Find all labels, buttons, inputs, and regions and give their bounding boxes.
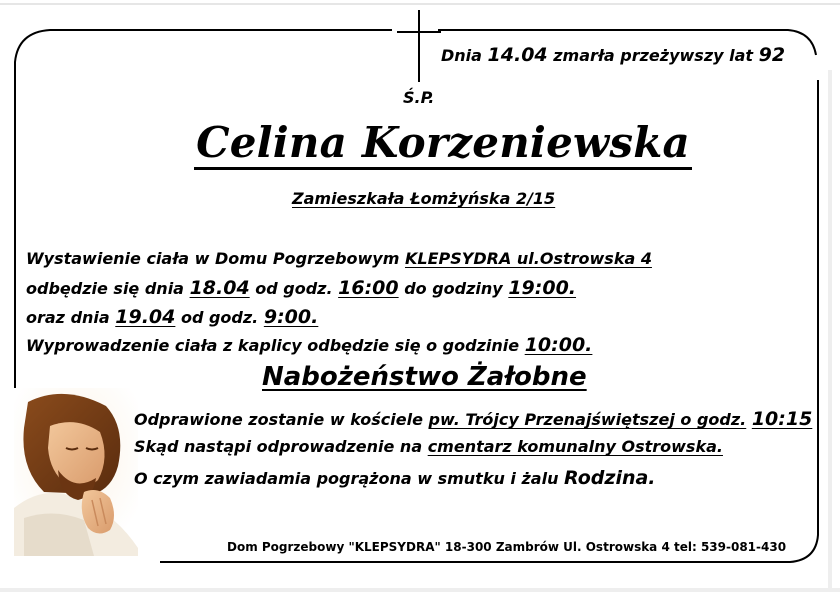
- viewing-time-from: 16:00: [338, 277, 399, 299]
- church-name: pw. Trójcy Przenajświętszej o godz.: [428, 410, 747, 429]
- viewing-time-to: 19:00.: [508, 277, 577, 299]
- death-date: 14.04: [487, 44, 548, 66]
- viewing-text-3a: oraz dnia: [26, 308, 110, 327]
- service-text-3: O czym zawiadamia pogrążona w smutku i żalu: [134, 469, 559, 488]
- viewing-text-3b: od godz.: [180, 308, 259, 327]
- departure-text: Wyprowadzenie ciała z kaplicy odbędzie się o godzinie: [26, 336, 520, 355]
- footer-contact: Dom Pogrzebowy "KLEPSYDRA" 18-300 Zambrów Ul. Ostrowska 4 tel: 539-081-430: [227, 540, 787, 554]
- dnia-label: Dnia: [441, 46, 482, 65]
- viewing-line-2: [26, 277, 576, 299]
- death-info-line: [441, 44, 785, 66]
- deceased-name: Celina Korzeniewska: [194, 118, 692, 170]
- address-line: Zamieszkała Łomżyńska 2/15: [292, 189, 556, 208]
- deceased-name-wrap: [0, 118, 840, 167]
- cross-icon: [396, 10, 442, 82]
- viewing-date-2: 19.04: [115, 306, 176, 328]
- sp-label: Ś.P.: [403, 88, 435, 107]
- service-line-2: [134, 437, 723, 456]
- viewing-text-1: Wystawienie ciała w Domu Pogrzebowym: [26, 249, 400, 268]
- praying-jesus-image: [14, 388, 138, 556]
- cemetery-name: cmentarz komunalny Ostrowska.: [427, 437, 723, 456]
- funeral-home-address: KLEPSYDRA ul.Ostrowska 4: [404, 249, 652, 268]
- viewing-date-1: 18.04: [189, 277, 250, 299]
- service-line-3: [134, 467, 656, 489]
- viewing-text-2c: do godziny: [404, 279, 503, 298]
- viewing-line-3: [26, 306, 318, 328]
- age-value: 92: [758, 44, 786, 66]
- viewing-line-4: [26, 334, 592, 356]
- service-time: 10:15: [751, 408, 813, 430]
- service-text-2: Skąd nastąpi odprowadzenie na: [134, 437, 423, 456]
- viewing-text-2b: od godz.: [255, 279, 333, 298]
- service-text-1: Odprawione zostanie w kościele: [134, 410, 423, 429]
- viewing-line-1: [26, 249, 652, 268]
- viewing-time-2: 9:00.: [263, 306, 319, 328]
- departure-time: 10:00.: [524, 334, 593, 356]
- died-text: zmarła przeżywszy lat: [553, 46, 754, 65]
- service-line-1: [134, 408, 812, 430]
- service-title: Nabożeństwo Żałobne: [262, 362, 587, 392]
- family-label: Rodzina.: [564, 467, 656, 489]
- viewing-text-2a: odbędzie się dnia: [26, 279, 184, 298]
